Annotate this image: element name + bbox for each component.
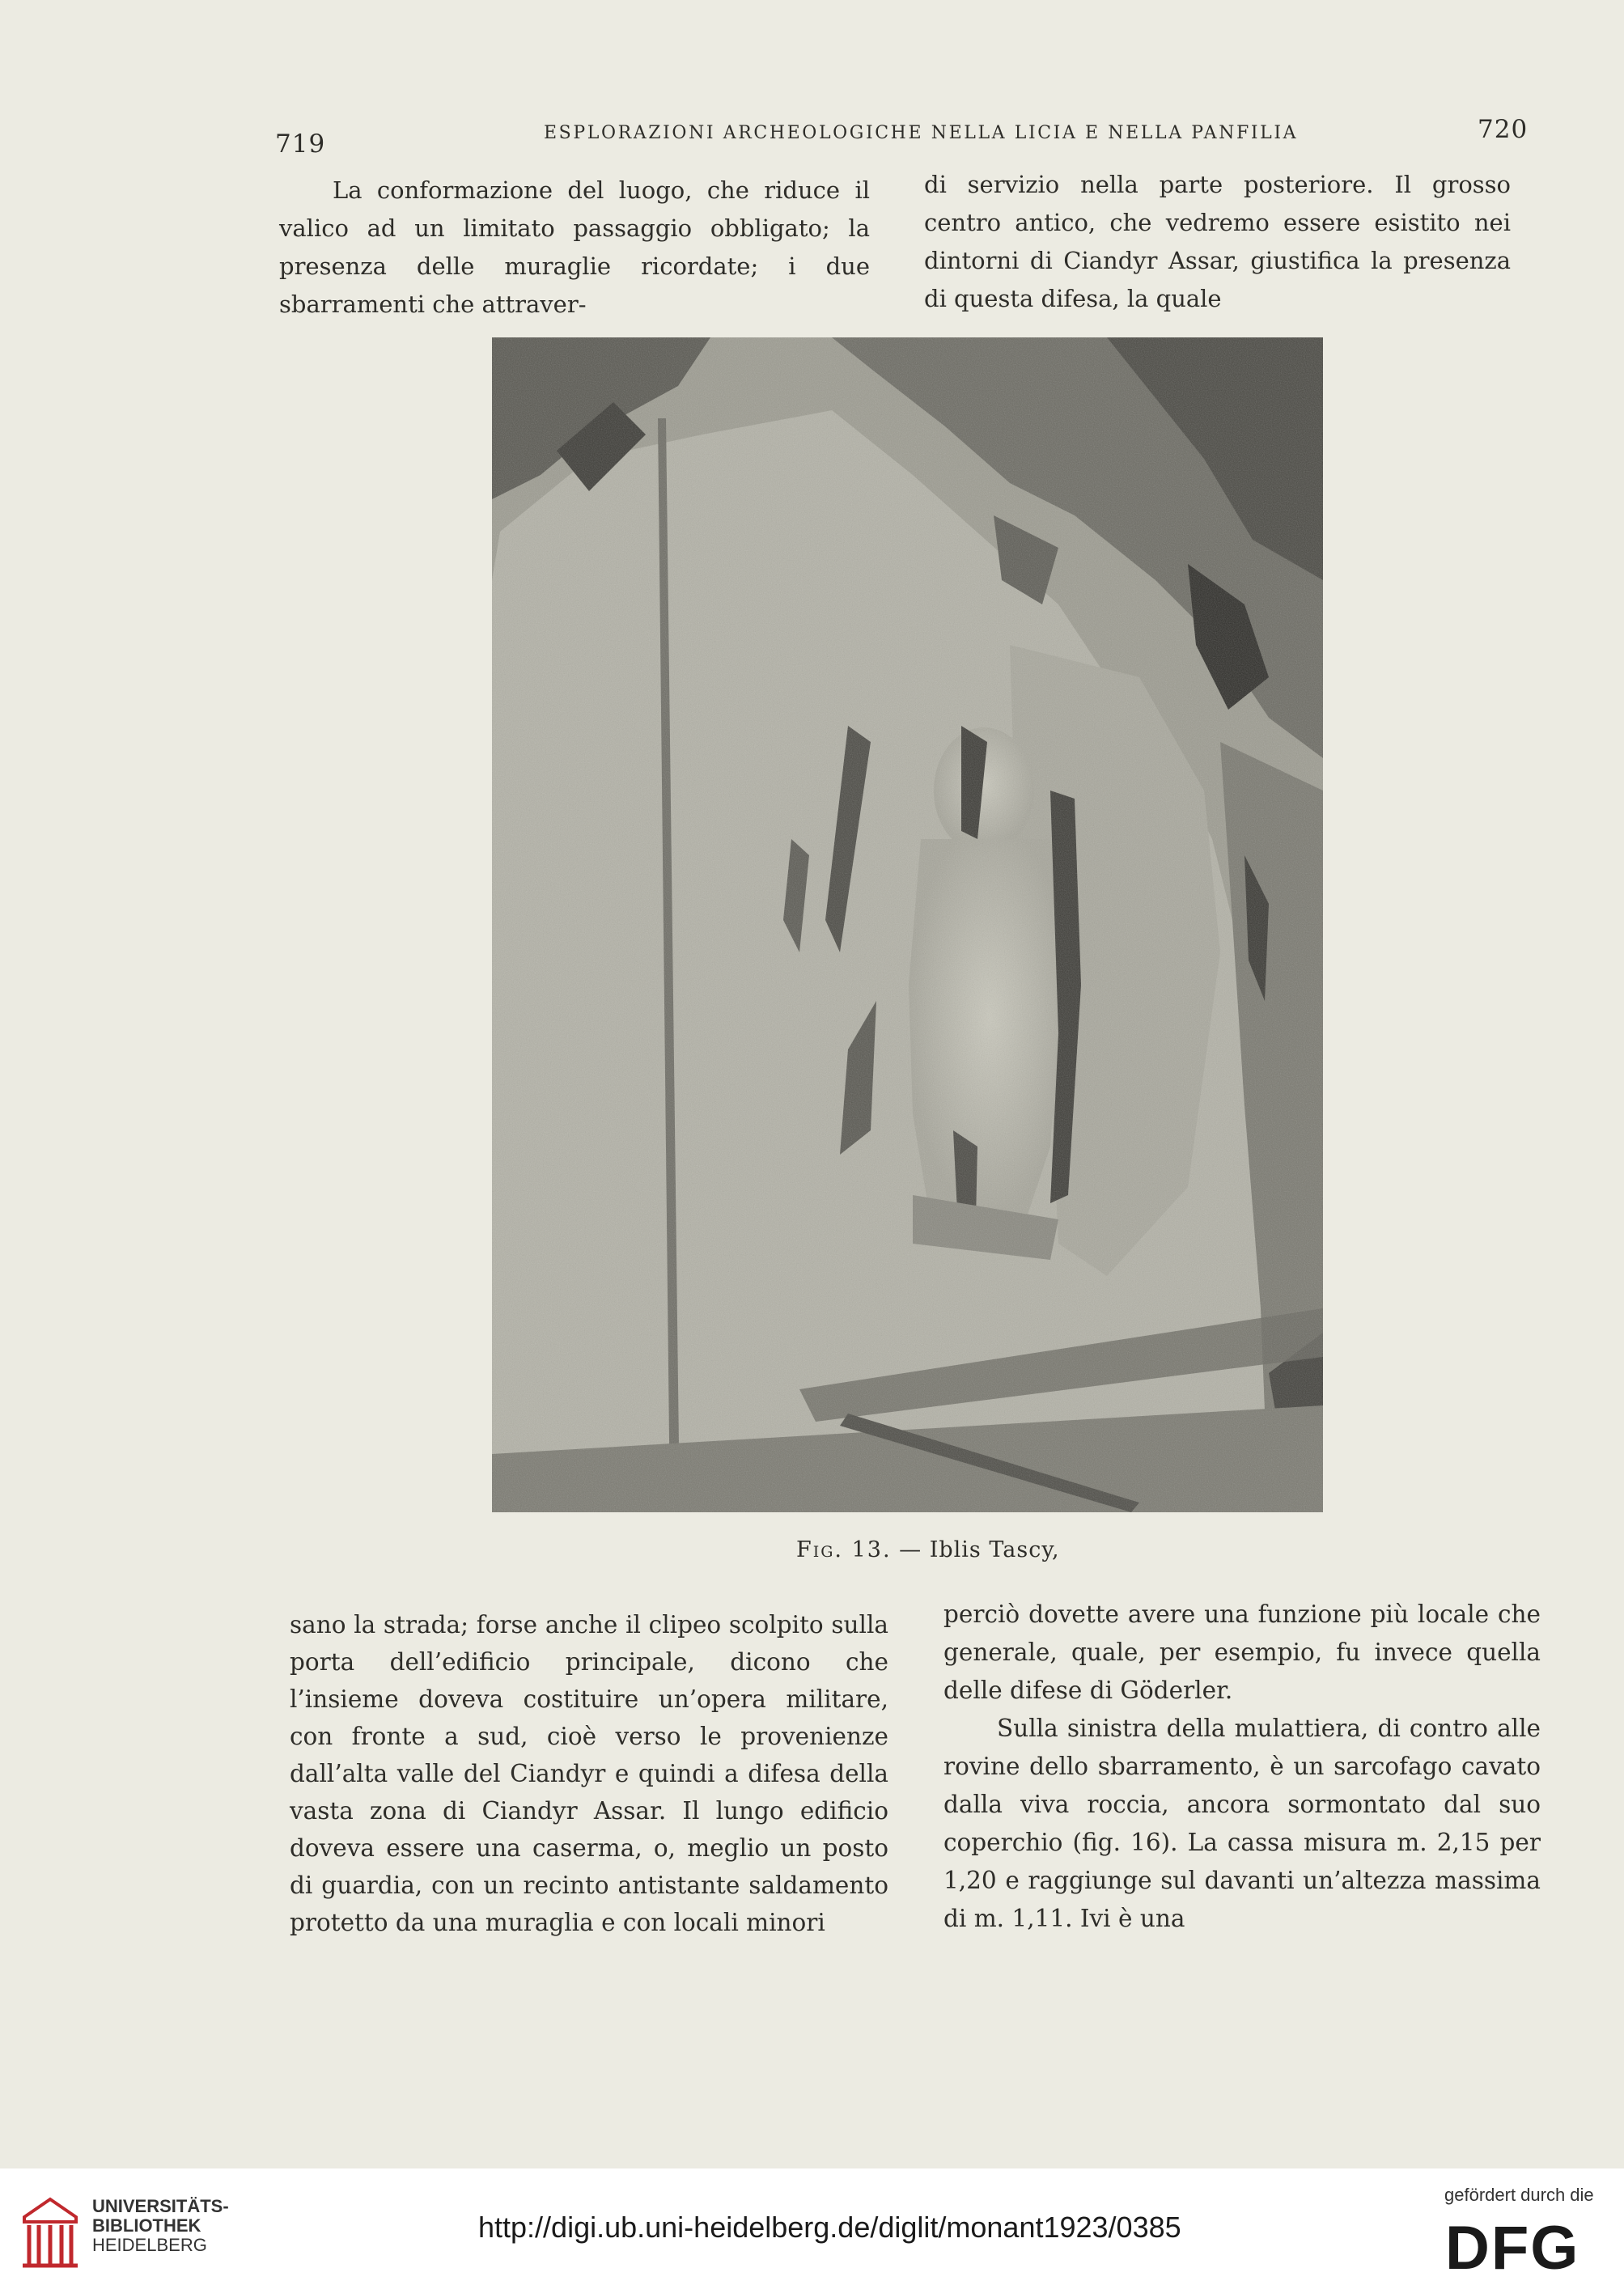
figure-caption	[796, 1537, 1060, 1562]
rock-relief-photo	[492, 337, 1323, 1512]
text-column-bottom-right	[943, 1596, 1541, 1938]
library-name-line-2: BIBLIOTHEK	[92, 2215, 201, 2236]
paragraph: La conformazione del luogo, che riduce il valico ad un limitato passaggio obbligato; la presenza delle muraglie ricordate; i due sbarramenti che attraver-	[279, 176, 870, 318]
viewer-footer	[0, 2168, 1624, 2285]
figure-label: Fig. 13.	[796, 1537, 892, 1562]
library-name-line-3: HEIDELBERG	[92, 2235, 207, 2255]
paragraph: Sulla sinistra della mulattiera, di contro alle rovine dello sbarramento, è un sarcofago cavato dalla viva roccia, ancora sormontato dal suo coperchio (fig. 16). La cassa misura m. 2,15 per 1,20 e raggiunge sul davanti un’altezza massima di m. 1,11. Ivi è una	[943, 1715, 1541, 1932]
paragraph: sano la strada; forse anche il clipeo scolpito sulla porta dell’edificio principale, dicono che l’insieme doveva costituire un’opera militare, con fronte a sud, cioè verso le provenienze dall’alta valle del Ciandyr e quindi a difesa della vasta zona di Ciandyr Assar. Il lungo edificio doveva essere una caserma, o, meglio un posto di guardia, con un recinto antistante saldamento protetto da una muraglia e con locali minori	[290, 1611, 888, 1936]
figure-photograph	[492, 337, 1323, 1512]
page-number-right: 720	[1478, 115, 1529, 144]
text-column-top-left	[279, 172, 870, 324]
figure-caption-text: — Iblis Tascy,	[891, 1537, 1060, 1562]
paragraph: perciò dovette avere una funzione più locale che generale, quale, per esempio, fu invece quella delle difese di Göderler.	[943, 1600, 1541, 1704]
paragraph: di servizio nella parte posteriore. Il grosso centro antico, che vedremo essere esistito nei dintorni di Ciandyr Assar, giustifica la presenza di questa difesa, la quale	[924, 171, 1511, 312]
page-header	[0, 107, 1624, 159]
university-library-logo-icon[interactable]	[18, 2193, 83, 2270]
permalink-url[interactable]: http://digi.ub.uni-heidelberg.de/diglit/monant1923/0385	[478, 2211, 1181, 2244]
page-number-left: 719	[275, 129, 326, 159]
dfg-logo-icon[interactable]	[1445, 2219, 1605, 2275]
text-column-bottom-left	[290, 1606, 888, 1941]
dfg-logo-text: DFG	[1445, 2219, 1580, 2275]
library-name-line-1: UNIVERSITÄTS-	[92, 2196, 229, 2216]
funded-by-label: gefördert durch die	[1444, 2185, 1594, 2205]
library-name	[92, 2197, 229, 2255]
running-title: ESPLORAZIONI ARCHEOLOGICHE NELLA LICIA E NELLA PANFILIA	[544, 123, 1299, 143]
text-column-top-right	[924, 166, 1511, 318]
